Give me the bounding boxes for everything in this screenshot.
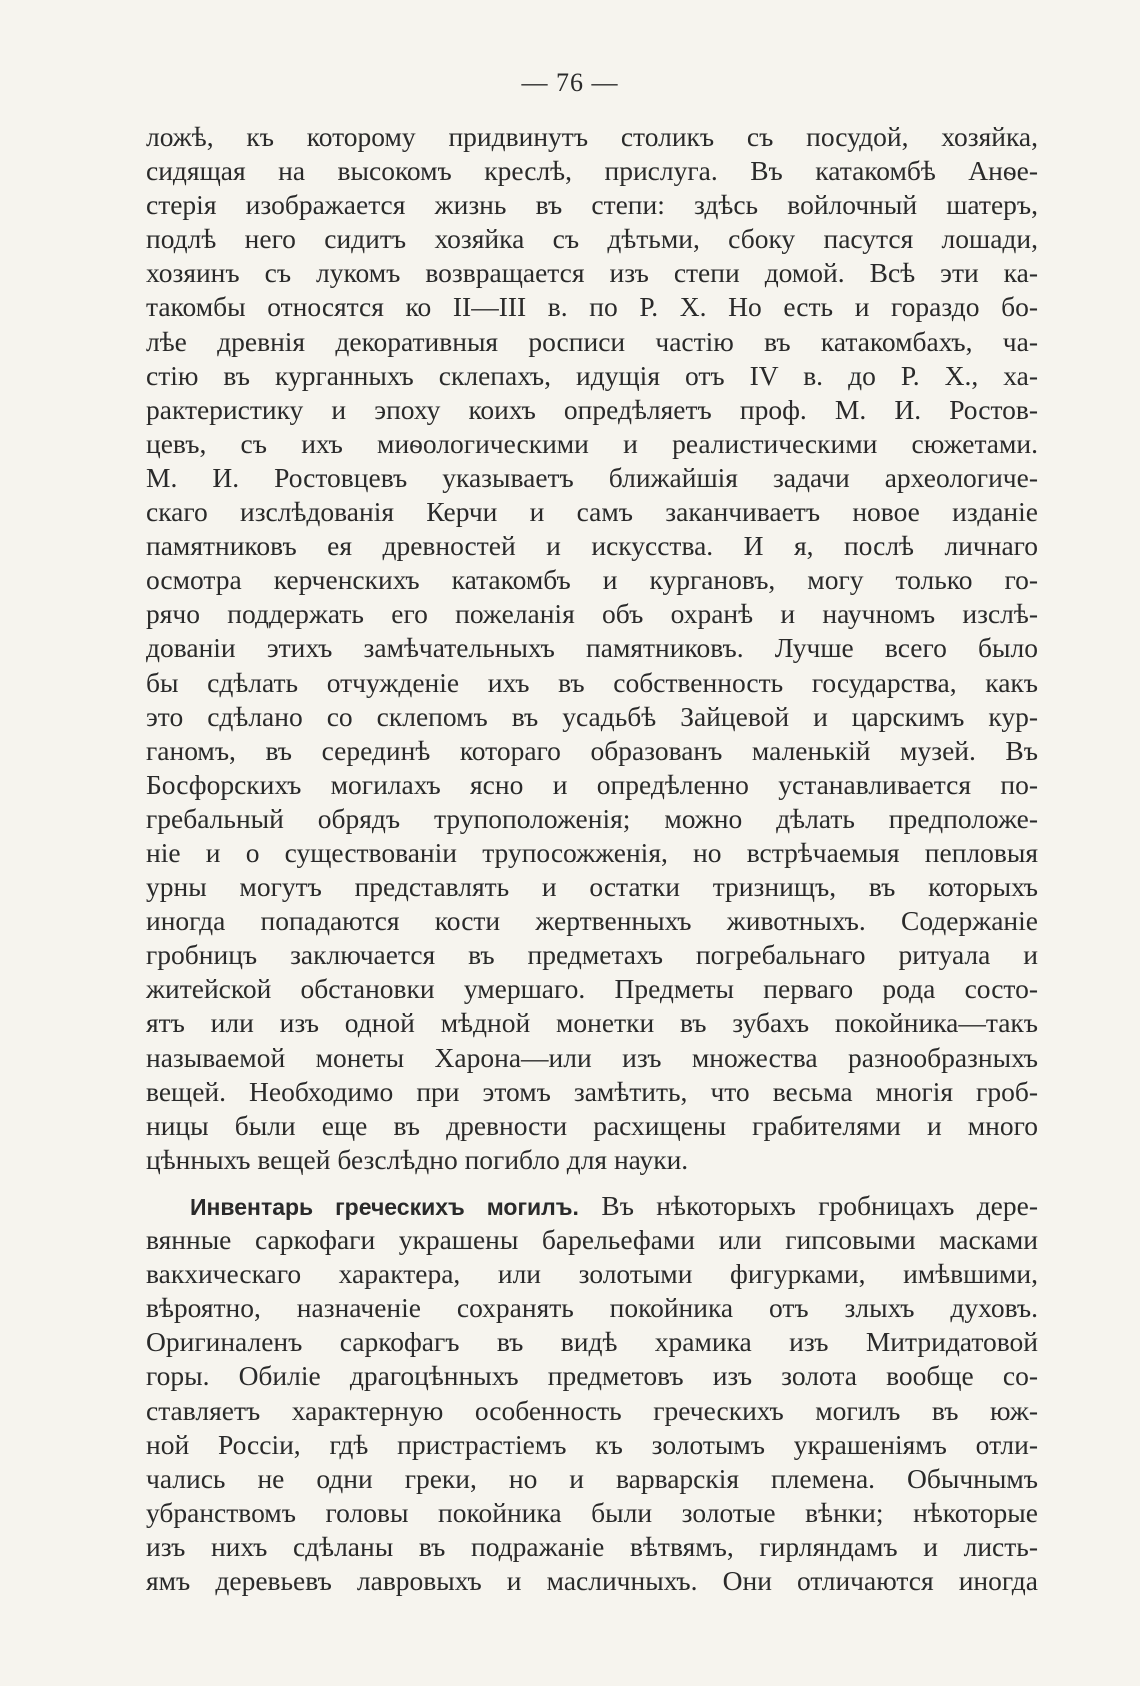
section-heading: Инвентарь греческихъ могилъ. (190, 1194, 579, 1220)
text-line: называемой монеты Харона—или изъ множества разнообразныхъ (146, 1041, 1038, 1073)
text-line: чались не одни греки, но и варварскія племена. Обычнымъ (146, 1462, 1038, 1494)
text-line: убранствомъ головы покойника были золотые вѣнки; нѣкоторые (146, 1496, 1038, 1528)
text-line: памятниковъ ея древностей и искусства. И я, послѣ личнаго (146, 530, 1038, 562)
text-line: М. И. Ростовцевъ указываетъ ближайшія задачи археологиче- (146, 461, 1038, 493)
text-line: ятъ или изъ одной мѣдной монетки въ зубахъ покойника—такъ (146, 1007, 1038, 1039)
text-line: Босфорскихъ могилахъ ясно и опредѣленно устанавливается по- (146, 768, 1038, 800)
text-line: ницы были еще въ древности расхищены грабителями и много (146, 1109, 1038, 1141)
text-line: ганомъ, въ серединѣ котораго образованъ маленькій музей. Въ (146, 734, 1038, 766)
text-line: стію въ курганныхъ склепахъ, идущія отъ IV в. до Р. Х., ха- (146, 359, 1038, 391)
text-line: Оригиналенъ саркофагъ въ видѣ храмика изъ Митридатовой (146, 1326, 1038, 1358)
text-line: ямъ деревьевъ лавровыхъ и масличныхъ. Они отличаются иногда (146, 1565, 1038, 1597)
text-line: горы. Обиліе драгоцѣнныхъ предметовъ изъ золота вообще со- (146, 1360, 1038, 1392)
text-line: цевъ, съ ихъ миѳологическими и реалистическими сюжетами. (146, 427, 1038, 459)
text-line: хозяинъ съ лукомъ возвращается изъ степи домой. Всѣ эти ка- (146, 257, 1038, 289)
paragraph-continuation (146, 120, 1038, 1177)
text-line: скаго изслѣдованія Керчи и самъ заканчиваетъ новое изданіе (146, 496, 1038, 528)
text-line: дованіи этихъ замѣчательныхъ памятниковъ. Лучше всего было (146, 632, 1038, 664)
text-line: сидящая на высокомъ креслѣ, прислуга. Въ катакомбѣ Анѳе- (146, 155, 1038, 187)
page-number: — 76 — (521, 68, 619, 97)
text-line: вянные саркофаги украшены барельефами или гипсовыми масками (146, 1224, 1038, 1256)
text-line: цѣнныхъ вещей безслѣдно погибло для науки. (146, 1143, 689, 1175)
text-line: гробницъ заключается въ предметахъ погребальнаго ритуала и (146, 939, 1038, 971)
text-line: подлѣ него сидитъ хозяйка съ дѣтьми, сбоку пасутся лошади, (146, 223, 1038, 255)
text-line: иногда попадаются кости жертвенныхъ животныхъ. Содержаніе (146, 905, 1038, 937)
text-line: ставляетъ характерную особенность греческихъ могилъ въ юж- (146, 1394, 1038, 1426)
text-line: ніе и о существованіи трупосожженія, но встрѣчаемыя пепловыя (146, 836, 1038, 868)
text-line: урны могутъ представлять и остатки тризнищъ, въ которыхъ (146, 871, 1038, 903)
text-line: это сдѣлано со склепомъ въ усадьбѣ Зайцевой и царскимъ кур- (146, 700, 1038, 732)
text-line: рячо поддержать его пожеланія объ охранѣ и научномъ изслѣ- (146, 598, 1038, 630)
text-line: вѣроятно, назначеніе сохранять покойника отъ злыхъ духовъ. (146, 1292, 1038, 1324)
text-line: вакхическаго характера, или золотыми фигурками, имѣвшими, (146, 1258, 1038, 1290)
text-line: ной Россіи, гдѣ пристрастіемъ къ золотымъ украшеніямъ отли- (146, 1428, 1038, 1460)
text-line: вещей. Необходимо при этомъ замѣтить, что весьма многія гроб- (146, 1075, 1038, 1107)
text-line: бы сдѣлать отчужденіе ихъ въ собственность государства, какъ (146, 666, 1038, 698)
text-line: стерія изображается жизнь въ степи: здѣсь войлочный шатеръ, (146, 189, 1038, 221)
text-line: осмотра керченскихъ катакомбъ и кургановъ, могу только го- (146, 564, 1038, 596)
first-text-line (146, 1189, 1038, 1223)
first-line-text: Въ нѣкоторыхъ гробницахъ дере- (578, 1190, 1039, 1221)
text-line: такомбы относятся ко II—III в. по Р. Х. Но есть и гораздо бо- (146, 291, 1038, 323)
text-line: ложѣ, къ которому придвинутъ столикъ съ посудой, хозяйка, (146, 121, 1038, 152)
text-line: житейской обстановки умершаго. Предметы перваго рода состо- (146, 973, 1038, 1005)
text-line: изъ нихъ сдѣланы въ подражаніе вѣтвямъ, гирляндамъ и листь- (146, 1530, 1038, 1562)
text-line: гребальный обрядъ трупоположенія; можно дѣлать предположе- (146, 802, 1038, 834)
text-line: рактеристику и эпоху коихъ опредѣляетъ проф. М. И. Ростов- (146, 393, 1038, 425)
paragraph-inventory (146, 1189, 1038, 1598)
text-line: лѣе древнія декоративныя росписи частію въ катакомбахъ, ча- (146, 325, 1038, 357)
